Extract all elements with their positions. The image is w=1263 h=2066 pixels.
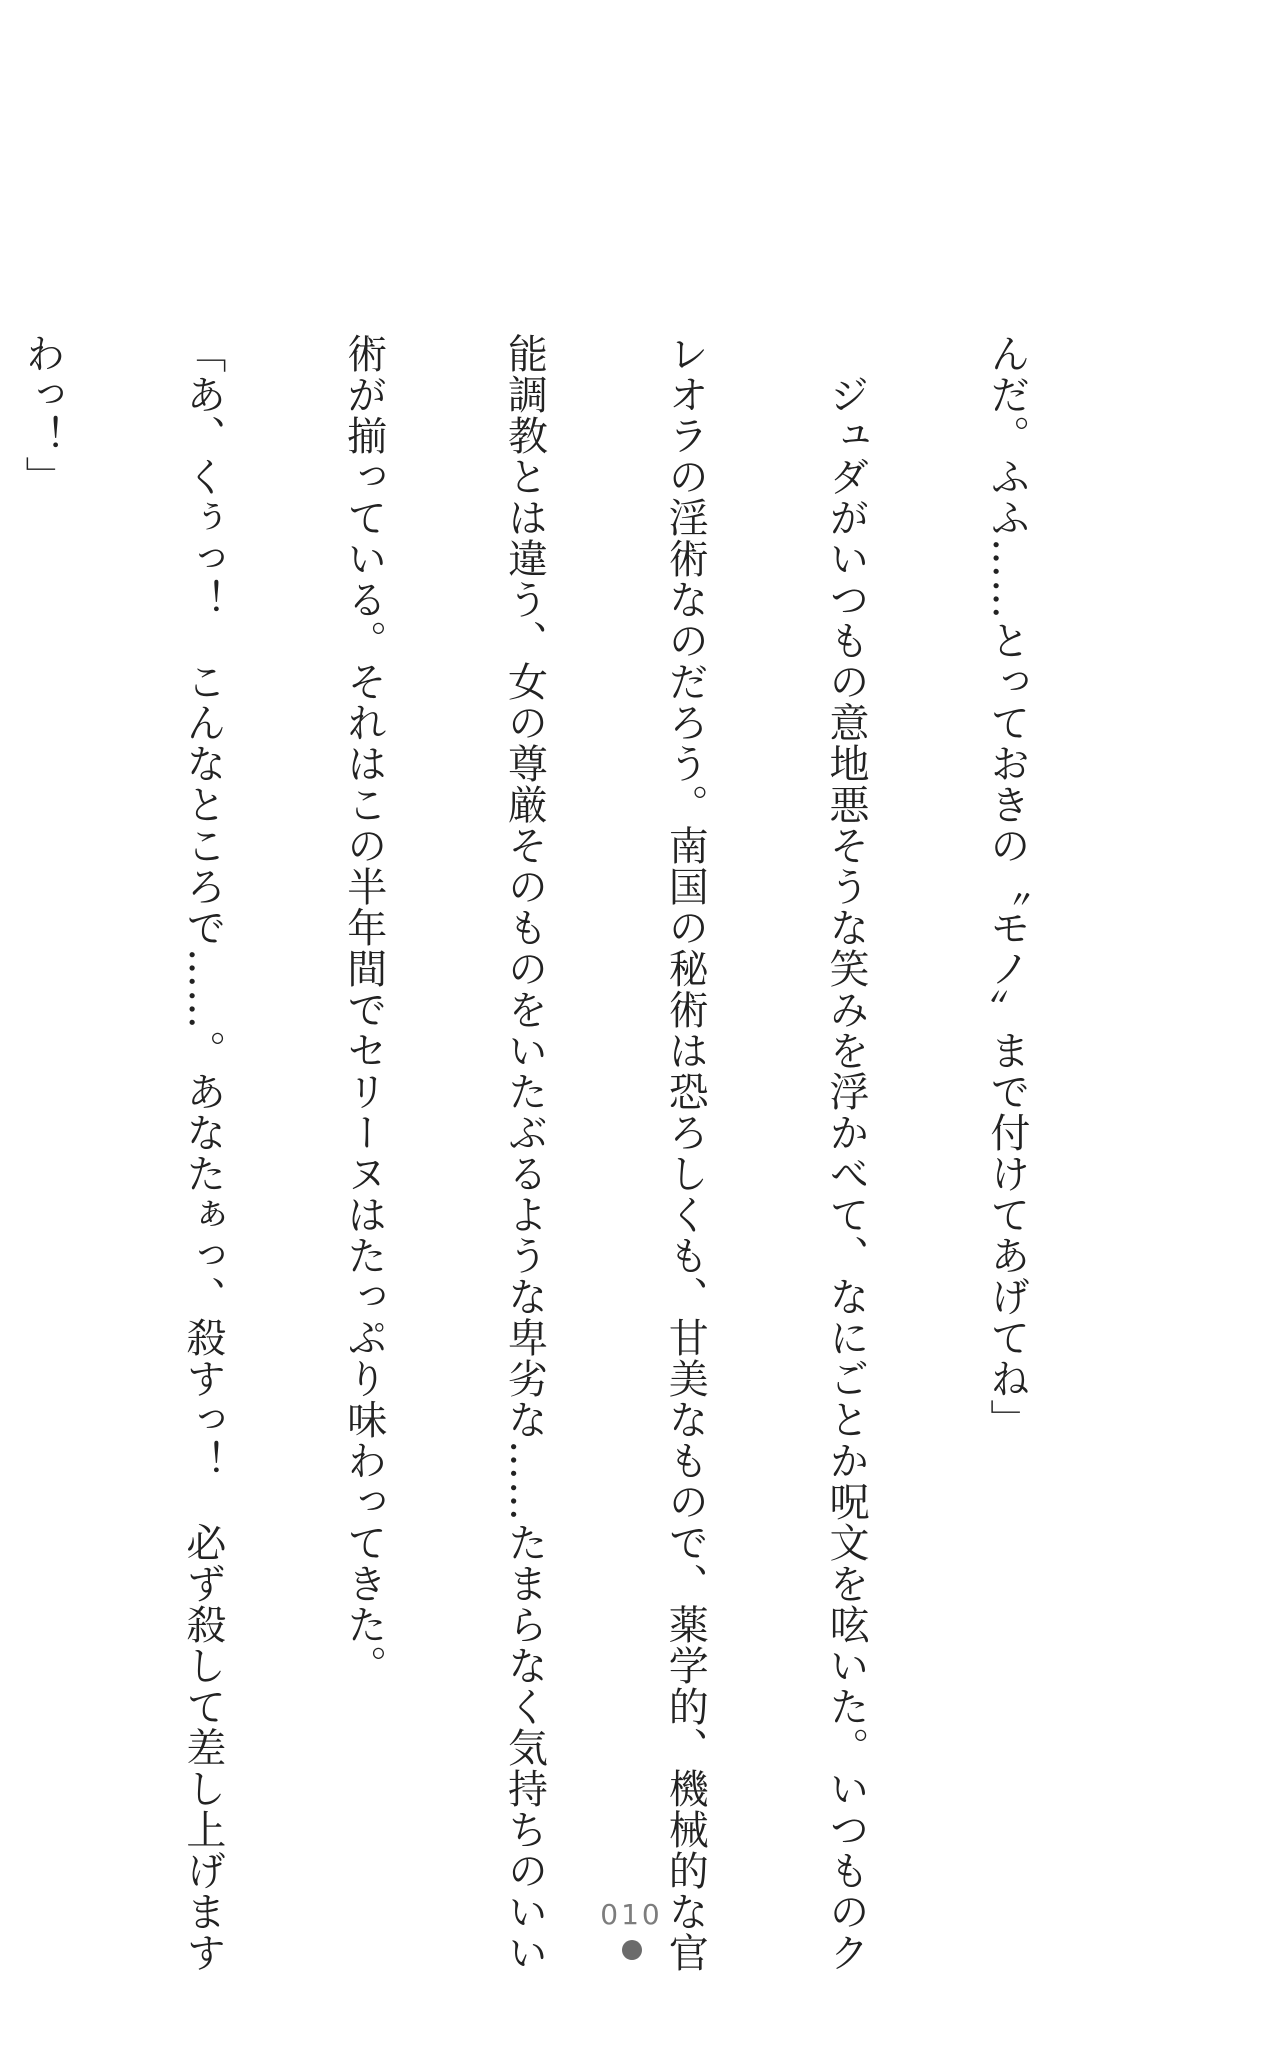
text-line: 術が揃っている。それはこの半年間でセリーヌはたっぷり味わってきた。 (340, 333, 387, 1686)
text-line: 「あ、くぅっ！ こんなところで……。あなたぁっ、殺すっ！ 必ず殺して差し上げます (179, 333, 226, 1973)
page-footer (0, 1898, 1263, 1960)
text-line: んだ。ふふ……とっておきの〝モノ〟まで付けてあげてね」 (983, 333, 1030, 1440)
text-line: レオラの淫術なのだろう。南国の秘術は恐ろしくも、甘美なもので、薬学的、機械的な官 (662, 333, 709, 1973)
text-line: ジュダがいつもの意地悪そうな笑みを浮かべて、なにごとか呪文を呟いた。いつものク (823, 333, 870, 1973)
page-number: 010 (600, 1898, 663, 1931)
text-line: わっ！」 (19, 333, 66, 497)
page-marker-dot (622, 1940, 642, 1960)
text-line: 能調教とは違う、女の尊厳そのものをいたぶるような卑劣な……たまらなく気持ちのいい (501, 333, 548, 1973)
